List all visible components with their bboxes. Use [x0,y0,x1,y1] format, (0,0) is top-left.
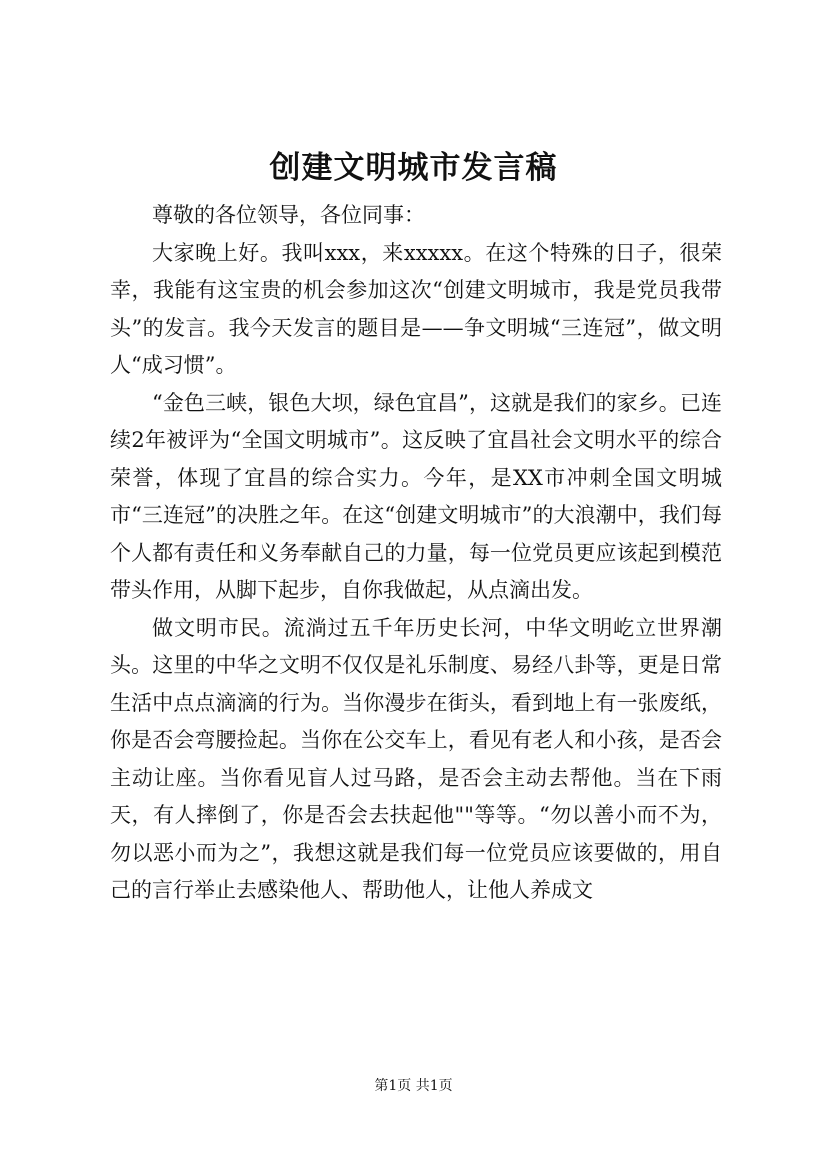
body-paragraph: “金色三峡，银色大坝，绿色宜昌”，这就是我们的家乡。已连续2年被评为“全国文明城市”。这反映了宜昌社会文明水平的综合荣誉，体现了宜昌的综合实力。今年，是XX市冲刺全国文明城市“三连冠”的决胜之年。在这“创建文明城市”的大浪潮中，我们每个人都有责任和义务奉献自己的力量，每一位党员更应该起到模范带头作用，从脚下起步，自你我做起，从点滴出发。 [110,390,722,602]
body-paragraph: 大家晚上好。我叫xxx，来xxxxx。在这个特殊的日子，很荣幸，我能有这宝贵的机会参加这次“创建文明城市，我是党员我带头”的发言。我今天发言的题目是——争文明城“三连冠”，做文明人“成习惯”。 [110,240,722,377]
body-paragraph: 做文明市民。流淌过五千年历史长河，中华文明屹立世界潮头。这里的中华之文明不仅仅是礼乐制度、易经八卦等，更是日常生活中点点滴滴的行为。当你漫步在街头，看到地上有一张废纸，你是否会弯腰捡起。当你在公交车上，看见有老人和小孩，是否会主动让座。当你看见盲人过马路，是否会主动去帮他。当在下雨天，有人摔倒了，你是否会去扶起他""等等。“勿以善小而不为，勿以恶小而为之”，我想这就是我们每一位党员应该要做的，用自己的言行举止去感染他人、帮助他人，让他人养成文 [110,615,722,902]
document-title: 创建文明城市发言稿 [269,150,558,186]
page-footer: 第1页 共1页 [374,1078,453,1094]
salutation-paragraph: 尊敬的各位领导，各位同事： [152,203,425,227]
document-body [110,197,722,910]
